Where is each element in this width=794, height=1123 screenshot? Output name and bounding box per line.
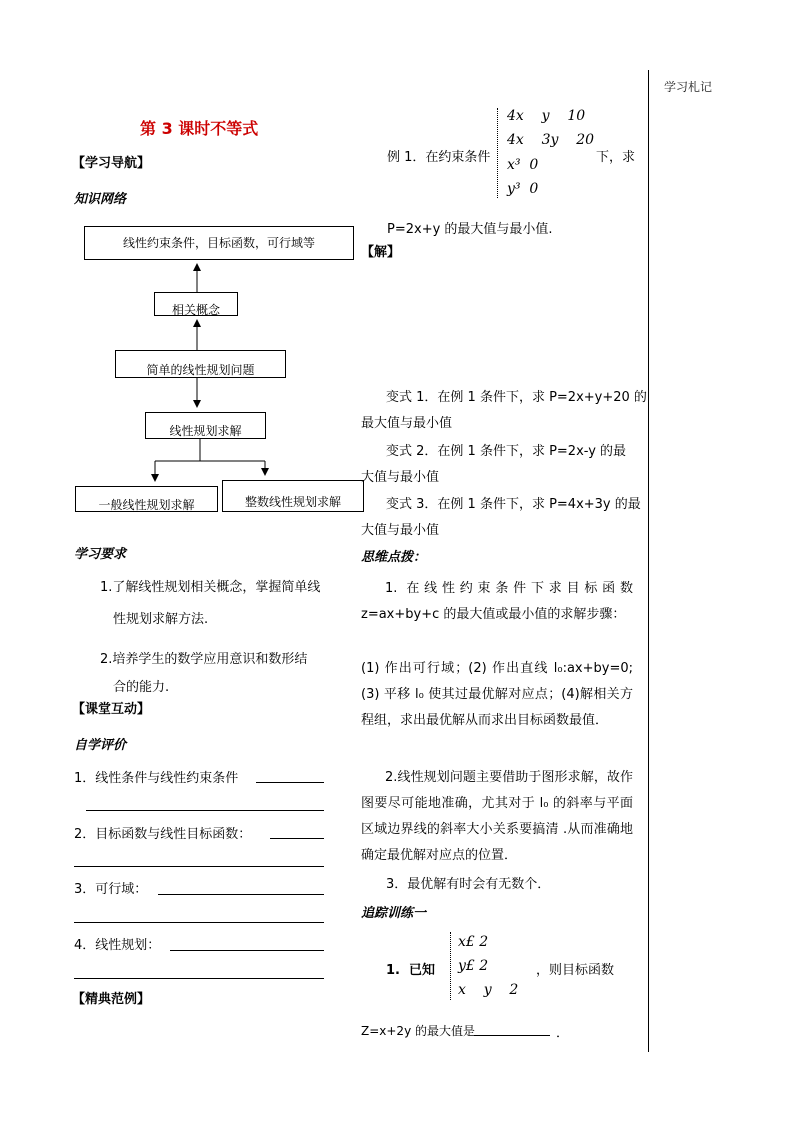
- req1-line1: 1.了解线性规划相关概念，掌握简单线: [100, 580, 321, 595]
- thinking-heading: 思维点拨：: [361, 550, 427, 565]
- variant3-line2: 大值与最小值: [361, 523, 440, 538]
- answer-line-4a[interactable]: [170, 950, 324, 951]
- example1-suffix: 下，求: [596, 150, 636, 165]
- flow-box-lp-solve-label: 线性规划求解: [169, 424, 242, 438]
- tracking1-answer-line[interactable]: [474, 1035, 550, 1036]
- tracking-heading: 追踪训练一: [361, 906, 427, 921]
- tip-3: 3．最优解有时会有无数个．: [386, 877, 551, 892]
- answer-line-4b[interactable]: [74, 978, 324, 979]
- knowledge-network-heading: 知识网络: [74, 192, 127, 207]
- variant3-line1: 变式 3．在例 1 条件下，求 P=4x+3y 的最: [386, 497, 641, 512]
- tracking1-prefix: 1. 已知: [386, 963, 436, 978]
- flow-box-concepts: [84, 226, 354, 260]
- req2-line2: 合的能力.: [113, 680, 170, 695]
- variant2-line1: 变式 2．在例 1 条件下，求 P=2x-y 的最: [386, 444, 627, 459]
- tracking1-constraint-3: x y 2: [458, 982, 519, 998]
- requirements-heading: 学习要求: [74, 547, 127, 562]
- tip-1-steps: (1) 作出可行域；(2) 作出直线 l₀:ax+by=0;(3) 平移 l₀ 使其过最优解对应点；(4)解相关方程组，求出最优解从而求出目标函数最值．: [361, 661, 633, 728]
- tracking1-constraint-2: y£ 2: [458, 958, 489, 974]
- answer-line-2b[interactable]: [74, 866, 324, 867]
- question-3: 3．可行域：: [74, 882, 148, 897]
- example1-brace: [497, 108, 498, 198]
- flow-box-lp-solve: [145, 412, 266, 439]
- tip-2: 2.线性规划问题主要借助于图形求解，故作图要尽可能地准确，尤其对于 l₀ 的斜率与平面区域边界线的斜率大小关系要搞清 .从而准确地确定最优解对应点的位置．: [361, 770, 633, 863]
- tracking1-brace: [450, 932, 451, 1000]
- side-note-label: 学习札记: [664, 80, 713, 94]
- question-4: 4．线性规划：: [74, 938, 161, 953]
- variant1-line2: 最大值与最小值: [361, 416, 453, 431]
- answer-line-3a[interactable]: [158, 894, 324, 895]
- flow-box-simple-lp-label: 简单的线性规划问题: [146, 363, 255, 377]
- flow-box-general-lp-label: 一般线性规划求解: [98, 498, 195, 512]
- example1-constraint-2: 4x 3y 20: [507, 132, 595, 148]
- req1-line2: 性规划求解方法.: [113, 612, 209, 627]
- examples-heading: 【精典范例】: [72, 992, 151, 1007]
- question-2: 2．目标函数与线性目标函数：: [74, 827, 252, 842]
- variant2-line2: 大值与最小值: [361, 470, 440, 485]
- req2-line1: 2.培养学生的数学应用意识和数形结: [100, 652, 308, 667]
- example1-constraint-1: 4x y 10: [507, 108, 586, 124]
- example1-prefix: 例 1．在约束条件: [387, 150, 491, 165]
- flow-box-concepts-label: 线性约束条件，目标函数，可行域等: [122, 236, 315, 250]
- answer-line-2a[interactable]: [270, 838, 324, 839]
- solution-heading: 【解】: [361, 245, 401, 260]
- tracking1-end: ．: [556, 1026, 570, 1041]
- flow-box-related-label: 相关概念: [171, 303, 220, 316]
- flow-box-related: [154, 292, 238, 316]
- flow-box-simple-lp: [115, 350, 286, 378]
- margin-rule: [648, 70, 649, 1052]
- tracking1-objective: Z=x+2y 的最大值是: [361, 1024, 475, 1038]
- flow-box-general-lp: [75, 486, 218, 512]
- answer-line-1a[interactable]: [256, 782, 324, 783]
- page-title: 第 3 课时不等式: [140, 119, 259, 138]
- self-eval-heading: 自学评价: [74, 738, 127, 753]
- tip-1: 1. 在线性约束条件下求目标函数 z=ax+by+c 的最大值或最小值的求解步骤：: [361, 581, 633, 622]
- example1-constraint-4: y³ 0: [507, 181, 539, 197]
- flow-box-integer-lp-label: 整数线性规划求解: [244, 495, 341, 509]
- flow-box-integer-lp: [222, 480, 364, 512]
- example1-constraint-3: x³ 0: [507, 157, 539, 173]
- tracking1-suffix: ，则目标函数: [536, 963, 615, 978]
- tracking1-constraint-1: x£ 2: [458, 934, 489, 950]
- answer-line-1b[interactable]: [86, 810, 324, 811]
- example1-objective: P=2x+y 的最大值与最小值.: [387, 222, 553, 237]
- nav-heading: 【学习导航】: [72, 156, 151, 171]
- variant1-line1: 变式 1．在例 1 条件下，求 P=2x+y+20 的: [386, 390, 647, 405]
- question-1: 1．线性条件与线性约束条件: [74, 771, 239, 786]
- classroom-heading: 【课堂互动】: [72, 702, 151, 717]
- answer-line-3b[interactable]: [74, 922, 324, 923]
